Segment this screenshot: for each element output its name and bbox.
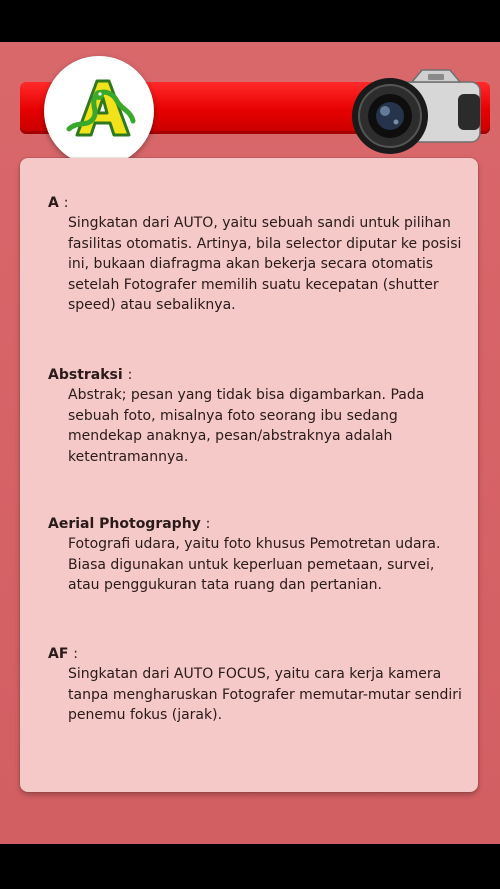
term-definition: Fotografi udara, yaitu foto khusus Pemotretan udara. Biasa digunakan untuk keperluan pemetaan, survei, atau penggukuran tata ruang dan pertanian. [68,536,441,593]
term-title: Aerial Photography : [48,516,211,532]
term-definition: Singkatan dari AUTO FOCUS, yaitu cara kerja kamera tanpa mengharuskan Fotografer memutar-mutar sendiri penemu fokus (jarak). [68,666,462,723]
glossary-entry-aerial-photography [48,515,463,596]
letter-a-logo-icon [44,56,154,166]
term-definition: Abstrak; pesan yang tidak bisa digambarkan. Pada sebuah foto, misalnya foto seorang ibu sedang mendekap anaknya, pesan/abstraknya adalah ketentramannya. [68,387,425,465]
term-title: A : [48,195,69,211]
glossary-entry-a [48,194,463,316]
term-definition: Singkatan dari AUTO, yaitu sebuah sandi untuk pilihan fasilitas otomatis. Artinya, bila selector diputar ke posisi ini, bukaan diafragma akan bekerja secara otomatis setelah Fotografer memilih suatu kecepatan (shutter speed) atau sebaliknya. [68,215,462,313]
bottom-system-bar [0,844,500,889]
glossary-entry-abstraksi [48,366,463,467]
glossary-entry-af [48,645,463,726]
camera-icon [346,64,486,156]
term-title: Abstraksi : [48,367,133,383]
term-title: AF : [48,646,78,662]
glossary-card [20,158,478,792]
